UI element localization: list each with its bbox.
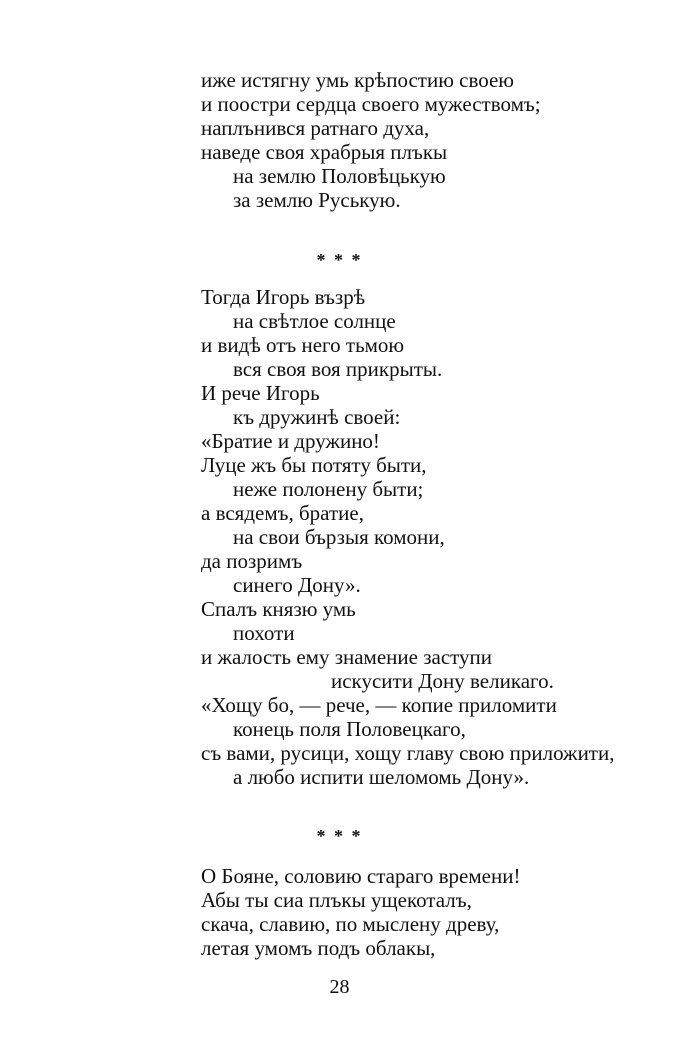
verse-line: на свѣтлое солнце (233, 309, 396, 333)
verse-line: похоти (233, 621, 295, 645)
verse-line: летая умомъ подъ облакы, (201, 936, 436, 960)
verse-line: Луце жъ бы потяту быти, (201, 453, 427, 477)
verse-line: за землю Руськую. (233, 188, 401, 212)
verse-line: иже истягну умь крѣпостию своею (201, 68, 515, 92)
verse-line: «Хощу бо, — рече, — копие приломити (201, 693, 557, 717)
verse-line: искусити Дону великаго. (331, 669, 554, 693)
verse-line: вся своя воя прикрыты. (233, 357, 443, 381)
stanza-2 (201, 285, 641, 789)
verse-line: синего Дону». (233, 573, 361, 597)
verse-line: Тогда Игорь възрѣ (201, 285, 366, 309)
verse-line: съ вами, русици, хощу главу свою приложити, (201, 741, 615, 765)
verse-line: на землю Половѣцькую (233, 164, 446, 188)
section-separator: * * * (316, 250, 363, 270)
verse-line: и жалость ему знамение заступи (201, 645, 493, 669)
verse-line: а всядемъ, братие, (201, 501, 364, 525)
verse-line: конець поля Половецкаго, (233, 717, 466, 741)
verse-line: Абы ты сиа плъкы ущекоталъ, (201, 888, 472, 912)
verse-line: къ дружинѣ своей: (233, 405, 401, 429)
verse-line: наплънився ратнаго духа, (201, 116, 430, 140)
stanza-3 (201, 864, 641, 960)
verse-line: и видѣ отъ него тьмою (201, 333, 405, 357)
section-separator: * * * (316, 826, 363, 846)
verse-line: Спалъ князю умь (201, 597, 356, 621)
verse-line: скача, славию, по мыслену древу, (201, 912, 500, 936)
verse-line: да позримъ (201, 549, 303, 573)
page-number: 28 (329, 976, 350, 998)
verse-line: наведе своя храбрыя плъкы (201, 140, 448, 164)
verse-line: на свои бързыя комони, (233, 525, 445, 549)
verse-line: О Бояне, соловию стараго времени! (201, 864, 521, 888)
verse-line: «Братие и дружино! (201, 429, 380, 453)
verse-line: неже полонену быти; (233, 477, 424, 501)
verse-line: и поостри сердца своего мужествомъ; (201, 92, 541, 116)
verse-line: а любо испити шеломомь Дону». (233, 765, 530, 789)
verse-line: И рече Игорь (201, 381, 320, 405)
stanza-1 (201, 68, 641, 212)
